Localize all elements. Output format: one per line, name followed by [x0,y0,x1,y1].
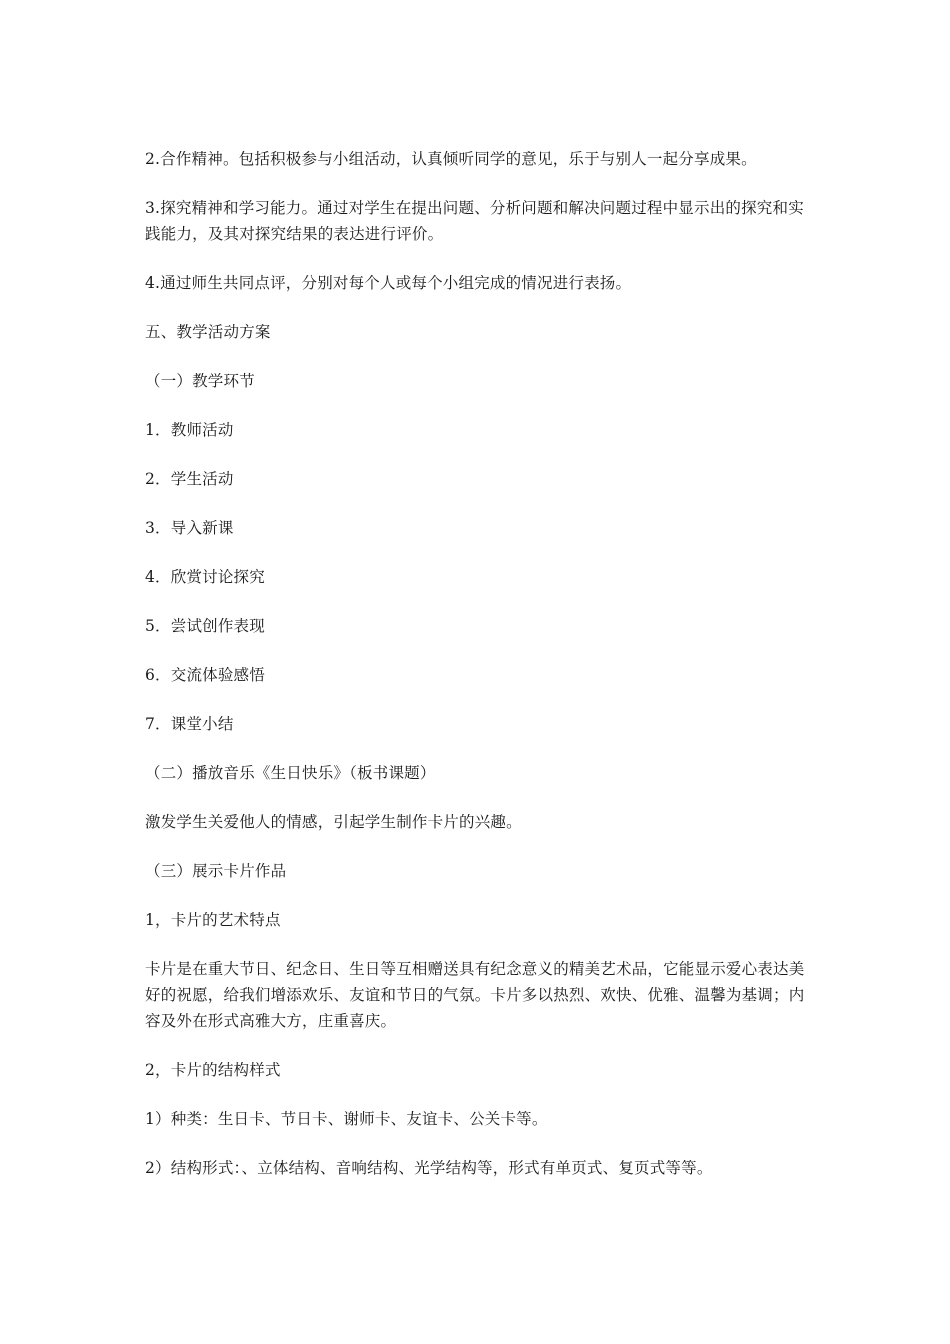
list-item-exchange: 6．交流体验感悟 [145,666,265,684]
paragraph-motivation: 激发学生关爱他人的情感，引起学生制作卡片的兴趣。 [145,813,522,831]
subsection-heading-music: （二）播放音乐《生日快乐》（板书课题） [145,764,436,782]
paragraph-card-types: 1）种类：生日卡、节日卡、谢师卡、友谊卡、公关卡等。 [145,1110,548,1128]
paragraph-card-forms: 2）结构形式：、立体结构、音响结构、光学结构等，形式有单页式、复页式等等。 [145,1159,713,1177]
section-heading-activity-plan: 五、教学活动方案 [145,323,271,341]
list-item-teacher-activity: 1．教师活动 [145,421,234,439]
subsection-heading-card-works: （三）展示卡片作品 [145,862,287,880]
paragraph-evaluation: 4.通过师生共同点评，分别对每个人或每个小组完成的情况进行表扬。 [145,274,632,292]
paragraph-inquiry: 3.探究精神和学习能力。通过对学生在提出问题、分析问题和解决问题过程中显示出的探究和实践能力，及其对探究结果的表达进行评价。 [145,199,804,243]
paragraph-card-description: 卡片是在重大节日、纪念日、生日等互相赠送具有纪念意义的精美艺术品，它能显示爱心表达美好的祝愿，给我们增添欢乐、友谊和节日的气氛。卡片多以热烈、欢快、优雅、温馨为基调；内容及外在形式高雅大方，庄重喜庆。 [145,960,805,1030]
document-body [145,146,810,1204]
list-item-appreciation: 4．欣赏讨论探究 [145,568,265,586]
list-item-introduction: 3．导入新课 [145,519,234,537]
subsection-heading-teaching-steps: （一）教学环节 [145,372,255,390]
list-item-student-activity: 2．学生活动 [145,470,234,488]
heading-card-structure: 2，卡片的结构样式 [145,1061,281,1079]
paragraph-cooperation: 2.合作精神。包括积极参与小组活动，认真倾听同学的意见，乐于与别人一起分享成果。 [145,150,757,168]
heading-card-art-features: 1，卡片的艺术特点 [145,911,281,929]
list-item-creation: 5．尝试创作表现 [145,617,265,635]
list-item-summary: 7．课堂小结 [145,715,234,733]
